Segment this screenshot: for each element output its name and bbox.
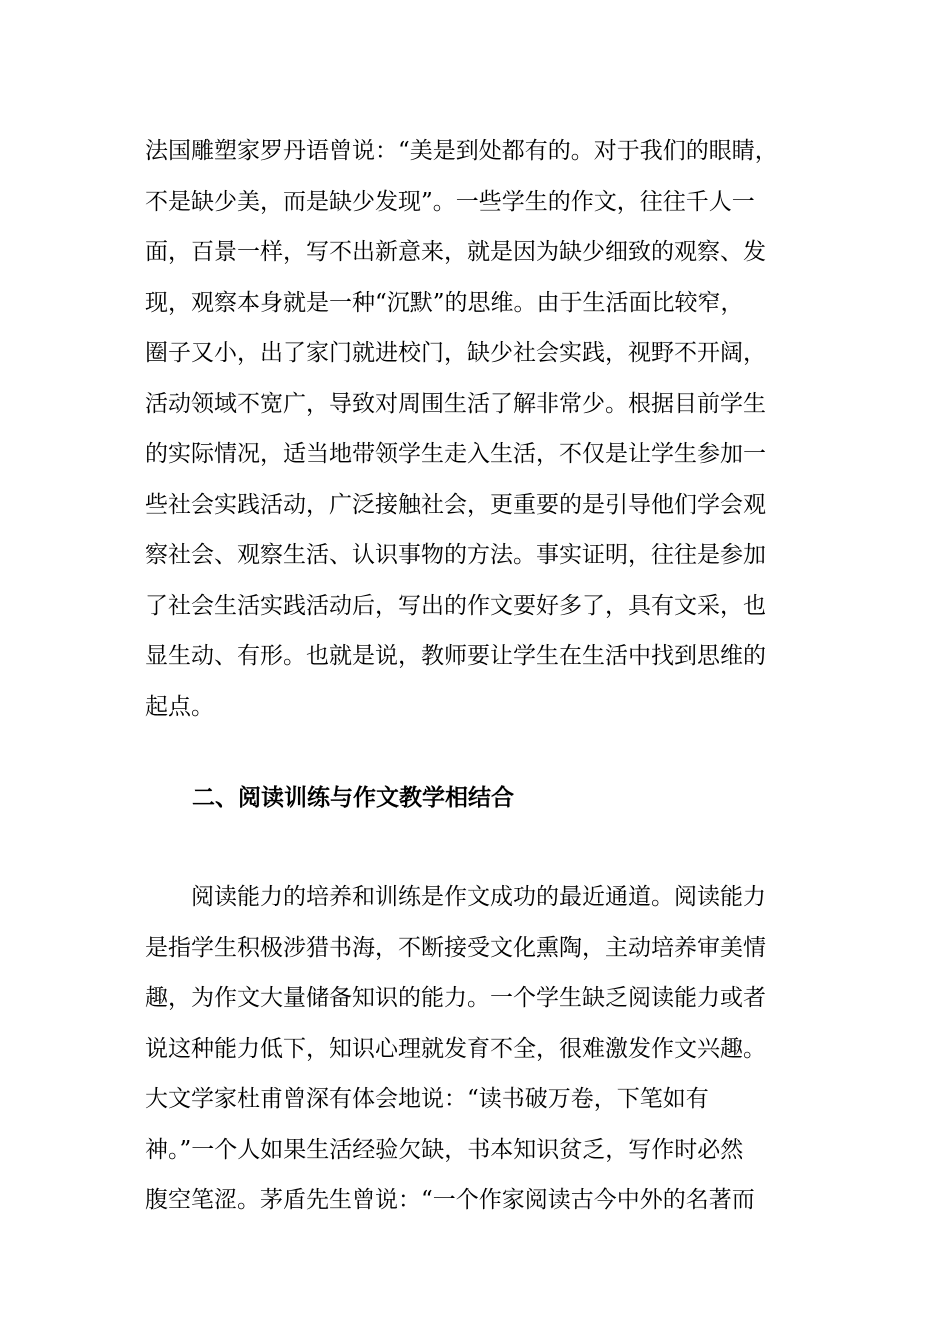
paragraph-line: 趣，为作文大量储备知识的能力。一个学生缺乏阅读能力或者 (145, 985, 766, 1011)
paragraph-line: 圈子又小，出了家门就进校门，缺少社会实践，视野不开阔， (145, 340, 766, 366)
paragraph-line: 的实际情况，适当地带领学生走入生活，不仅是让学生参加一 (145, 441, 766, 467)
paragraph-line: 大文学家杜甫曾深有体会地说：“读书破万卷，下笔如有 (145, 1086, 709, 1112)
body-paragraph-observation (145, 126, 835, 732)
paragraph-line: 神。”一个人如果生活经验欠缺，书本知识贫乏，写作时必然 (145, 1136, 744, 1163)
paragraph-line: 现，观察本身就是一种“沉默”的思维。由于生活面比较窄， (145, 289, 744, 316)
paragraph-line: 法国雕塑家罗丹语曾说：“美是到处都有的。对于我们的眼睛， (145, 138, 778, 164)
section-heading: 二、阅读训练与作文教学相结合 (192, 784, 514, 811)
body-paragraph-reading (145, 872, 835, 1226)
paragraph-line: 阅读能力的培养和训练是作文成功的最近通道。阅读能力 (145, 884, 766, 910)
paragraph-line: 些社会实践活动，广泛接触社会，更重要的是引导他们学会观 (145, 491, 766, 518)
paragraph-line: 腹空笔涩。茅盾先生曾说：“一个作家阅读古今中外的名著而 (145, 1187, 755, 1213)
paragraph-line: 是指学生积极涉猎书海，不断接受文化熏陶，主动培养审美情 (145, 934, 766, 961)
paragraph-line: 面，百景一样，写不出新意来，就是因为缺少细致的观察、发 (145, 239, 766, 265)
paragraph-line: 显生动、有形。也就是说，教师要让学生在生活中找到思维的 (145, 643, 766, 669)
paragraph-line: 察社会、观察生活、认识事物的方法。事实证明，往往是参加 (145, 542, 766, 568)
paragraph-line: 了社会生活实践活动后，写出的作文要好多了，具有文采，也 (145, 592, 766, 619)
paragraph-line: 活动领域不宽广，导致对周围生活了解非常少。根据目前学生 (145, 390, 766, 417)
paragraph-line: 起点。 (145, 693, 214, 720)
paragraph-line: 不是缺少美，而是缺少发现”。一些学生的作文，往往千人一 (145, 188, 755, 215)
paragraph-line: 说这种能力低下，知识心理就发育不全，很难激发作文兴趣。 (145, 1035, 766, 1062)
